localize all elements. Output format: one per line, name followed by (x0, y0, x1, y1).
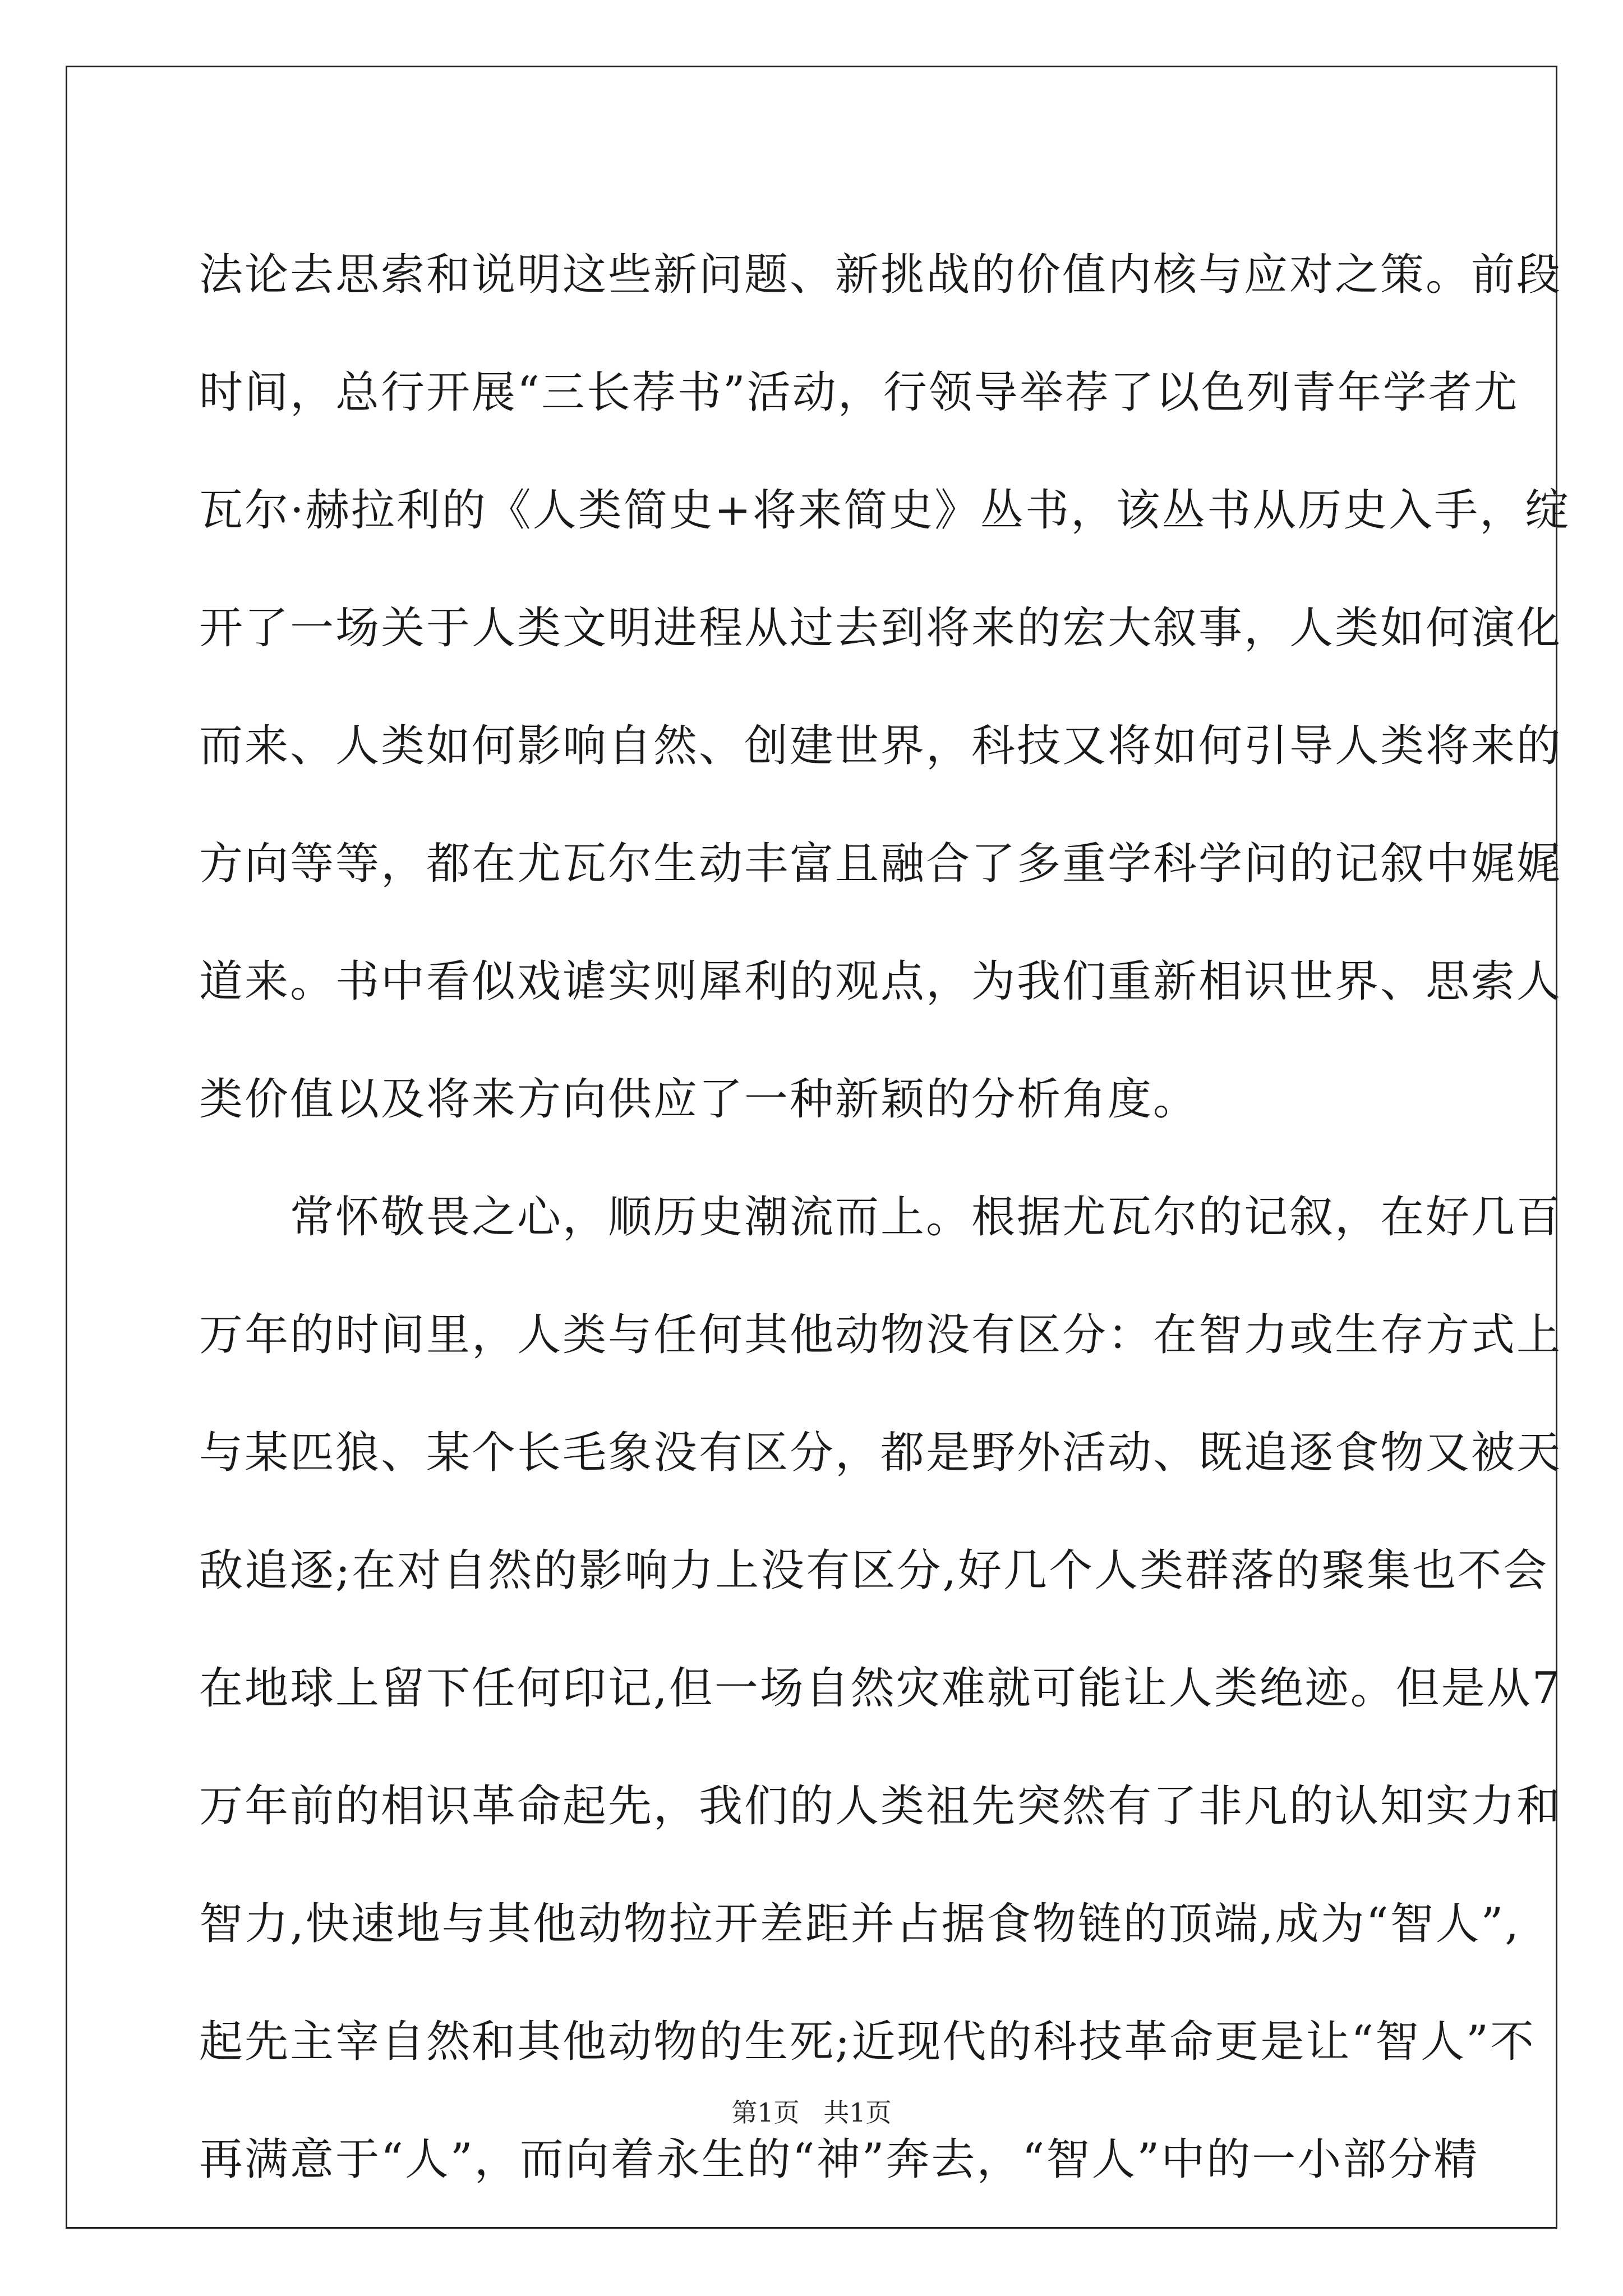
page-number: 第1页 (731, 2097, 800, 2128)
text-line: 与某匹狼、某个长毛象没有区分，都是野外活动、既追逐食物又被天 (199, 1428, 1562, 1478)
text-line: 万年的时间里，人类与任何其他动物没有区分：在智力或生存方式上 (199, 1310, 1562, 1360)
text-line: 瓦尔·赫拉利的《人类简史+将来简史》丛书，该丛书从历史入手，绽 (199, 485, 1571, 536)
text-line: 开了一场关于人类文明进程从过去到将来的宏大叙事，人类如何演化 (199, 603, 1562, 654)
paragraph (199, 1158, 1562, 2219)
text-line: 万年前的相识革命起先，我们的人类祖先突然有了非凡的认知实力和 (199, 1781, 1562, 1832)
text-line: 道来。书中看似戏谑实则犀利的观点，为我们重新相识世界、思索人 (199, 956, 1562, 1007)
page-total: 共1页 (823, 2097, 892, 2128)
text-line: 起先主宰自然和其他动物的生死;近现代的科技革命更是让“智人”不 (199, 2017, 1536, 2067)
text-line: 敌追逐;在对自然的影响力上没有区分,好几个人类群落的聚集也不会 (199, 1545, 1549, 1596)
text-line: 智力,快速地与其他动物拉开差距并占据食物链的顶端,成为“智人”, (199, 1899, 1521, 1949)
paragraph (199, 216, 1571, 1158)
text-line: 法论去思索和说明这些新问题、新挑战的价值内核与应对之策。前段 (199, 250, 1562, 300)
text-line: 方向等等，都在尤瓦尔生动丰富且融合了多重学科学问的记叙中娓娓 (199, 839, 1562, 889)
text-line: 时间，总行开展“三长荐书”活动，行领导举荐了以色列青年学者尤 (199, 367, 1519, 418)
text-line: 常怀敬畏之心，顺历史潮流而上。根据尤瓦尔的记叙，在好几百 (199, 1192, 1562, 1243)
text-line: 类价值以及将来方向供应了一种新颖的分析角度。 (199, 1074, 1199, 1125)
page-footer (0, 2092, 1623, 2129)
document-body (199, 216, 1571, 2219)
text-line: 而来、人类如何影响自然、创建世界，科技又将如何引导人类将来的 (199, 721, 1562, 771)
text-line: 在地球上留下任何印记,但一场自然灾难就可能让人类绝迹。但是从7 (199, 1663, 1562, 1714)
text-line: 再满意于“人”，而向着永生的“神”奔去，“智人”中的一小部分精 (199, 2134, 1479, 2185)
